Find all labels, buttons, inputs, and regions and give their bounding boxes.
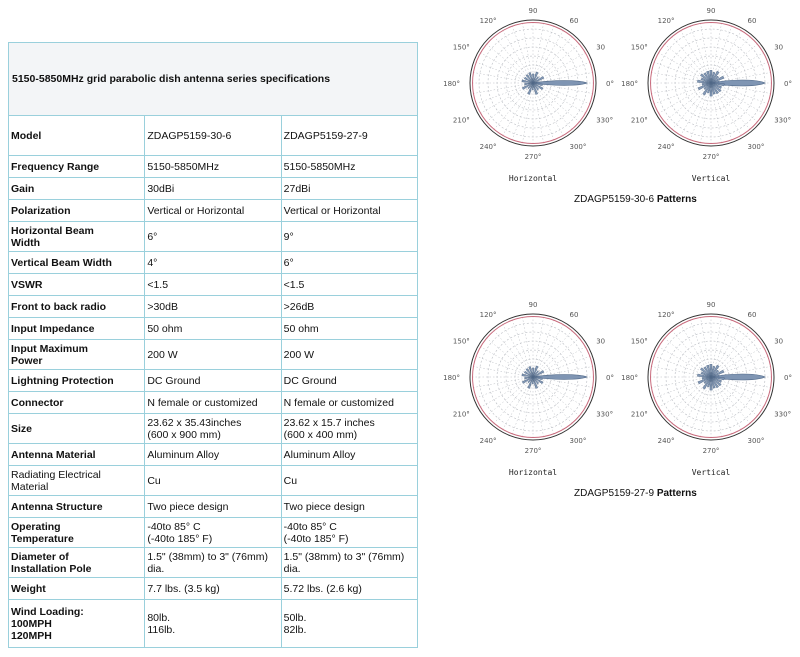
table-row xyxy=(9,178,418,200)
spec-value-model-a: -40to 85° C (-40to 185° F) xyxy=(145,518,281,548)
spec-value-model-a: 80lb. 116lb. xyxy=(145,600,281,648)
polar-grid-spoke xyxy=(474,377,533,399)
angle-label: 180° xyxy=(443,374,460,382)
angle-label: 150° xyxy=(630,43,648,52)
angle-label: 30 xyxy=(596,337,606,346)
table-row xyxy=(9,414,418,444)
table-row xyxy=(9,252,418,274)
table-row xyxy=(9,222,418,252)
spec-value-model-a: 1.5" (38mm) to 3" (76mm) dia. xyxy=(145,548,281,578)
spec-value-model-b: ZDAGP5159-27-9 xyxy=(281,116,417,156)
spec-value-model-b: 27dBi xyxy=(281,178,417,200)
spec-label: VSWR xyxy=(9,274,145,296)
horizontal-caption: Horizontal xyxy=(508,468,558,477)
spec-value-model-a: 7.7 lbs. (3.5 kg) xyxy=(145,578,281,600)
polar-grid-spoke xyxy=(502,377,534,432)
angle-label: 0° xyxy=(606,374,614,382)
angle-label: 180° xyxy=(621,374,638,382)
spec-value-model-a: Cu xyxy=(145,466,281,496)
polar-pattern-plot xyxy=(445,5,621,161)
angle-label: 270° xyxy=(702,447,720,455)
angle-label: 330° xyxy=(596,116,614,125)
spec-label: Front to back radio xyxy=(9,296,145,318)
angle-label: 210° xyxy=(452,410,470,419)
horizontal-caption: Horizontal xyxy=(508,174,558,183)
pattern-group-caption xyxy=(574,194,697,205)
angle-label: 300° xyxy=(569,437,587,446)
spec-value-model-b: -40to 85° C (-40to 185° F) xyxy=(281,518,417,548)
spec-value-model-b: 5150-5850MHz xyxy=(281,156,417,178)
polar-pattern-plot xyxy=(623,299,799,455)
pattern-model: ZDAGP5159-27-9 xyxy=(574,488,655,499)
spec-label: Lightning Protection xyxy=(9,370,145,392)
polar-grid-spoke xyxy=(474,83,533,105)
polar-grid-spoke xyxy=(533,355,592,377)
spec-value-model-b: 50lb. 82lb. xyxy=(281,600,417,648)
spec-label: Vertical Beam Width xyxy=(9,252,145,274)
polar-grid-spoke xyxy=(533,61,592,83)
angle-label: 30 xyxy=(596,43,606,52)
angle-label: 90 xyxy=(706,301,716,309)
spec-value-model-a: Two piece design xyxy=(145,496,281,518)
table-row xyxy=(9,392,418,414)
polar-grid-spoke xyxy=(474,355,533,377)
angle-label: 90 xyxy=(528,301,538,309)
angle-label: 60 xyxy=(747,310,757,319)
vertical-caption: Vertical xyxy=(691,174,731,183)
spec-value-model-a: >30dB xyxy=(145,296,281,318)
table-row xyxy=(9,340,418,370)
polar-pattern-plot xyxy=(445,299,621,455)
spec-label: Frequency Range xyxy=(9,156,145,178)
vertical-caption: Vertical xyxy=(691,468,731,477)
spec-value-model-a: 50 ohm xyxy=(145,318,281,340)
polar-grid-spoke xyxy=(533,83,592,105)
table-row xyxy=(9,200,418,222)
spec-label: Operating Temperature xyxy=(9,518,145,548)
polar-grid-spoke xyxy=(533,377,592,399)
angle-label: 150° xyxy=(452,337,470,346)
spec-label: Polarization xyxy=(9,200,145,222)
angle-label: 300° xyxy=(569,143,587,152)
angle-label: 300° xyxy=(747,437,765,446)
spec-value-model-b: 5.72 lbs. (2.6 kg) xyxy=(281,578,417,600)
spec-value-model-a: Vertical or Horizontal xyxy=(145,200,281,222)
table-row xyxy=(9,496,418,518)
angle-label: 270° xyxy=(702,153,720,161)
spec-value-model-b: 6° xyxy=(281,252,417,274)
angle-label: 330° xyxy=(596,410,614,419)
angle-label: 120° xyxy=(657,310,675,319)
angle-label: 270° xyxy=(524,447,542,455)
spec-value-model-a: 5150-5850MHz xyxy=(145,156,281,178)
pattern-group-caption xyxy=(574,488,697,499)
spec-label: Antenna Material xyxy=(9,444,145,466)
spec-value-model-b: 200 W xyxy=(281,340,417,370)
spec-label: Size xyxy=(9,414,145,444)
spec-label: Connector xyxy=(9,392,145,414)
spec-value-model-b: <1.5 xyxy=(281,274,417,296)
angle-label: 60 xyxy=(569,16,579,25)
angle-label: 90 xyxy=(528,7,538,15)
spec-value-model-a: ZDAGP5159-30-6 xyxy=(145,116,281,156)
angle-label: 240° xyxy=(657,143,675,152)
table-row xyxy=(9,296,418,318)
spec-label: Diameter of Installation Pole xyxy=(9,548,145,578)
table-title-row xyxy=(9,43,418,116)
spec-value-model-b: DC Ground xyxy=(281,370,417,392)
pattern-model: ZDAGP5159-30-6 xyxy=(574,194,655,205)
pattern-suffix: Patterns xyxy=(656,488,697,499)
angle-label: 240° xyxy=(657,437,675,446)
spec-label: Antenna Structure xyxy=(9,496,145,518)
spec-value-model-b: Vertical or Horizontal xyxy=(281,200,417,222)
angle-label: 300° xyxy=(747,143,765,152)
table-row xyxy=(9,518,418,548)
angle-label: 0° xyxy=(606,80,614,88)
angle-label: 270° xyxy=(524,153,542,161)
angle-label: 60 xyxy=(747,16,757,25)
spec-value-model-a: Aluminum Alloy xyxy=(145,444,281,466)
spec-label: Wind Loading: 100MPH 120MPH xyxy=(9,600,145,648)
spec-label: Horizontal Beam Width xyxy=(9,222,145,252)
spec-value-model-a: DC Ground xyxy=(145,370,281,392)
angle-label: 30 xyxy=(774,337,784,346)
angle-label: 240° xyxy=(479,143,497,152)
table-row xyxy=(9,318,418,340)
spec-value-model-b: 23.62 x 15.7 inches (600 x 400 mm) xyxy=(281,414,417,444)
angle-label: 150° xyxy=(630,337,648,346)
spec-value-model-a: 6° xyxy=(145,222,281,252)
spec-value-model-b: 9° xyxy=(281,222,417,252)
polar-pattern-plot xyxy=(623,5,799,161)
pattern-suffix: Patterns xyxy=(656,194,697,205)
spec-label: Gain xyxy=(9,178,145,200)
polar-grid-spoke xyxy=(533,322,565,377)
spec-label: Weight xyxy=(9,578,145,600)
angle-label: 90 xyxy=(706,7,716,15)
spec-value-model-a: 4° xyxy=(145,252,281,274)
spec-value-model-b: Cu xyxy=(281,466,417,496)
angle-label: 0° xyxy=(784,80,792,88)
table-row xyxy=(9,548,418,578)
polar-grid-spoke xyxy=(474,61,533,83)
spec-value-model-b: 1.5" (38mm) to 3" (76mm) dia. xyxy=(281,548,417,578)
angle-label: 30 xyxy=(774,43,784,52)
spec-label: Radiating Electrical Material xyxy=(9,466,145,496)
angle-label: 210° xyxy=(630,410,648,419)
angle-label: 330° xyxy=(774,116,792,125)
table-title: 5150-5850MHz grid parabolic dish antenna series specifications xyxy=(9,43,418,116)
angle-label: 120° xyxy=(479,310,497,319)
spec-value-model-b: 50 ohm xyxy=(281,318,417,340)
spec-value-model-a: 30dBi xyxy=(145,178,281,200)
angle-label: 120° xyxy=(657,16,675,25)
spec-value-model-a: N female or customized xyxy=(145,392,281,414)
table-row xyxy=(9,156,418,178)
angle-label: 210° xyxy=(452,116,470,125)
angle-label: 60 xyxy=(569,310,579,319)
spec-value-model-a: 23.62 x 35.43inches (600 x 900 mm) xyxy=(145,414,281,444)
table-row xyxy=(9,116,418,156)
angle-label: 330° xyxy=(774,410,792,419)
spec-value-model-a: <1.5 xyxy=(145,274,281,296)
polar-grid-spoke xyxy=(533,28,565,83)
table-row xyxy=(9,370,418,392)
spec-value-model-b: >26dB xyxy=(281,296,417,318)
angle-label: 120° xyxy=(479,16,497,25)
table-row xyxy=(9,600,418,648)
spec-label: Input Maximum Power xyxy=(9,340,145,370)
spec-label: Model xyxy=(9,116,145,156)
table-row xyxy=(9,274,418,296)
table-row xyxy=(9,578,418,600)
spec-value-model-a: 200 W xyxy=(145,340,281,370)
spec-value-model-b: N female or customized xyxy=(281,392,417,414)
table-row xyxy=(9,466,418,496)
spec-value-model-b: Two piece design xyxy=(281,496,417,518)
angle-label: 240° xyxy=(479,437,497,446)
spec-table xyxy=(8,42,418,648)
angle-label: 180° xyxy=(443,80,460,88)
angle-label: 0° xyxy=(784,374,792,382)
table-row xyxy=(9,444,418,466)
spec-value-model-b: Aluminum Alloy xyxy=(281,444,417,466)
angle-label: 150° xyxy=(452,43,470,52)
spec-label: Input Impedance xyxy=(9,318,145,340)
spec-table-container xyxy=(8,42,418,648)
angle-label: 180° xyxy=(621,80,638,88)
angle-label: 210° xyxy=(630,116,648,125)
polar-grid-spoke xyxy=(502,83,534,138)
